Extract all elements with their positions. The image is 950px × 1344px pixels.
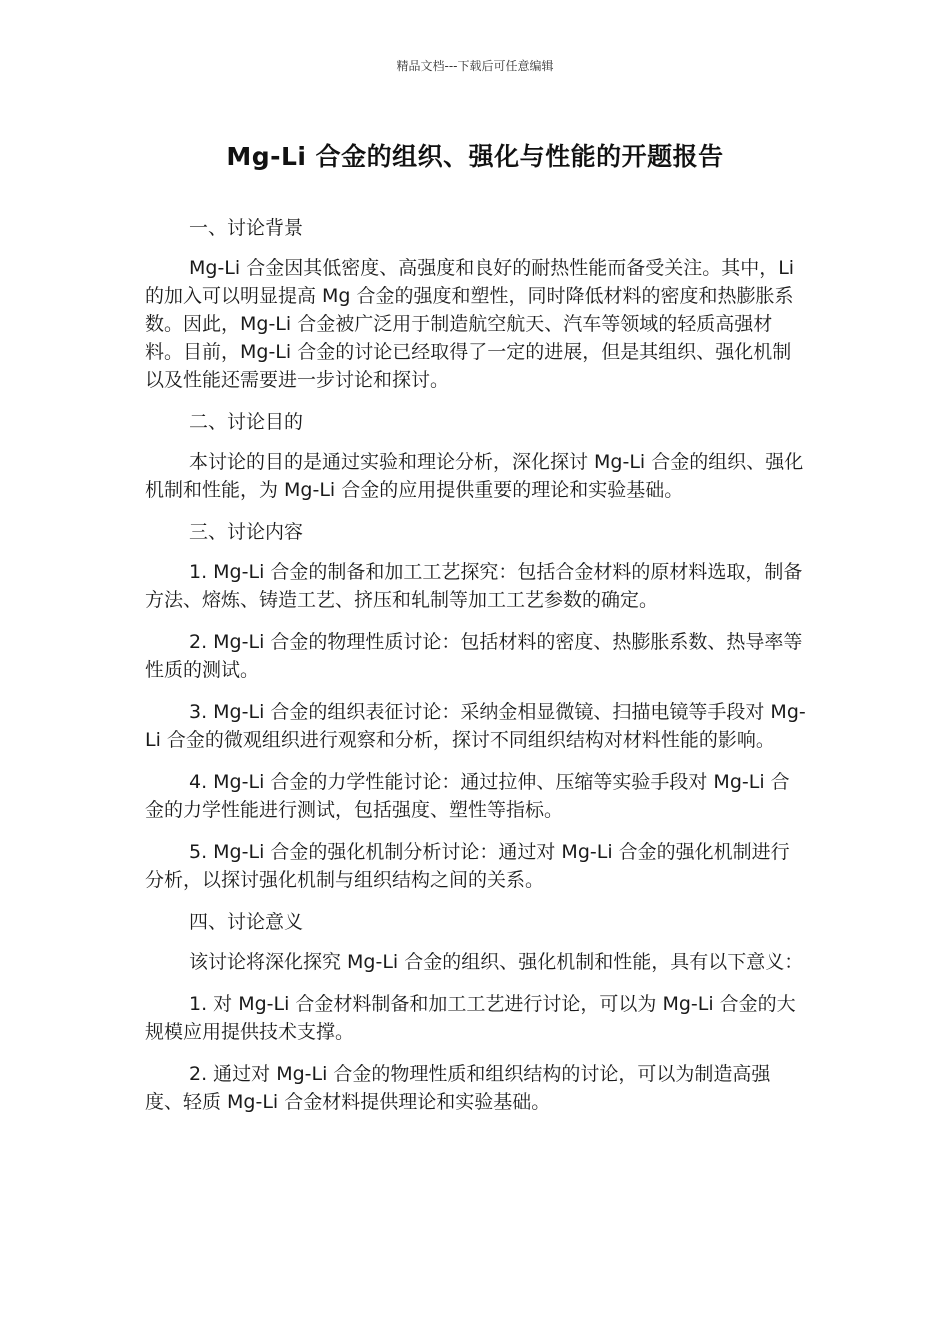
content-item-3: 3. Mg-Li 合金的组织表征讨论：采纳金相显微镜、扫描电镜等手段对 Mg-Li 合金的微观组织进行观察和分析，探讨不同组织结构对材料性能的影响。 bbox=[145, 701, 806, 751]
header-watermark: 精品文档---下载后可任意编辑 bbox=[396, 59, 554, 73]
section-heading-content: 三、讨论内容 bbox=[189, 521, 304, 543]
paragraph-purpose: 本讨论的目的是通过实验和理论分析，深化探讨 Mg-Li 合金的组织、强化机制和性能，为 Mg-Li 合金的应用提供重要的理论和实验基础。 bbox=[145, 451, 804, 501]
content-item-1: 1. Mg-Li 合金的制备和加工工艺探究：包括合金材料的原材料选取，制备方法、熔炼、铸造工艺、挤压和轧制等加工工艺参数的确定。 bbox=[145, 561, 803, 611]
significance-item-2: 2. 通过对 Mg-Li 合金的物理性质和组织结构的讨论，可以为制造高强度、轻质 Mg-Li 合金材料提供理论和实验基础。 bbox=[145, 1063, 771, 1113]
significance-item-1: 1. 对 Mg-Li 合金材料制备和加工工艺进行讨论，可以为 Mg-Li 合金的大规模应用提供技术支撑。 bbox=[145, 993, 796, 1043]
section-heading-significance: 四、讨论意义 bbox=[189, 911, 304, 933]
content-item-4: 4. Mg-Li 合金的力学性能讨论：通过拉伸、压缩等实验手段对 Mg-Li 合金的力学性能进行测试，包括强度、塑性等指标。 bbox=[145, 771, 790, 821]
paragraph-significance-intro: 该讨论将深化探究 Mg-Li 合金的组织、强化机制和性能，具有以下意义： bbox=[189, 951, 804, 973]
content-item-2: 2. Mg-Li 合金的物理性质讨论：包括材料的密度、热膨胀系数、热导率等性质的测试。 bbox=[145, 631, 803, 681]
content-item-5: 5. Mg-Li 合金的强化机制分析讨论：通过对 Mg-Li 合金的强化机制进行分析，以探讨强化机制与组织结构之间的关系。 bbox=[145, 841, 790, 891]
section-heading-purpose: 二、讨论目的 bbox=[189, 411, 304, 433]
section-heading-background: 一、讨论背景 bbox=[189, 217, 304, 239]
document-body bbox=[145, 214, 807, 1130]
document-title: Mg-Li 合金的组织、强化与性能的开题报告 bbox=[226, 142, 724, 171]
paragraph-background: Mg-Li 合金因其低密度、高强度和良好的耐热性能而备受关注。其中，Li 的加入可以明显提高 Mg 合金的强度和塑性，同时降低材料的密度和热膨胀系数。因此，Mg-Li 合金被广泛用于制造航空航天、汽车等领域的轻质高强材料。目前，Mg-Li 合金的讨论已经取得了一定的进展，但是其组织、强化机制以及性能还需要进一步讨论和探讨。 bbox=[145, 257, 795, 391]
